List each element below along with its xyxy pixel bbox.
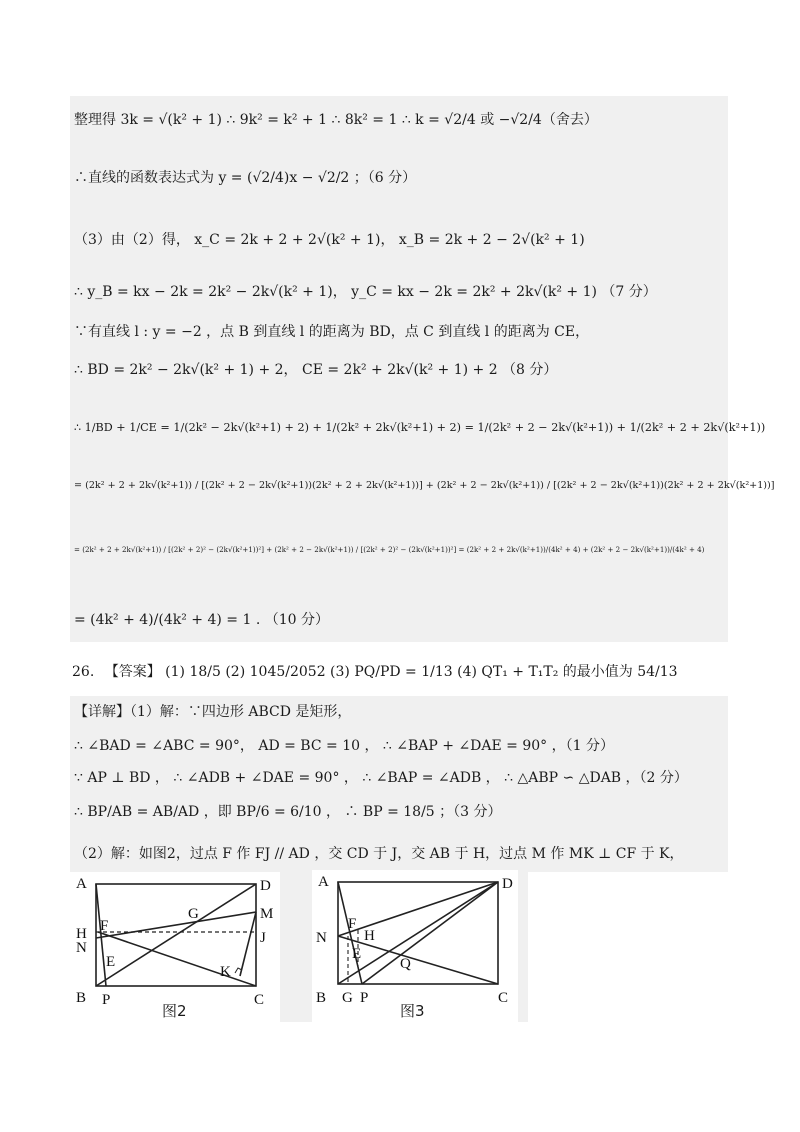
detail-line-1: 【详解】（1）解：∵四边形 ABCD 是矩形， [74,704,352,720]
fig2-label-n: N [76,940,87,956]
fig2-label-k: K [220,964,231,980]
fig2-label-h: H [76,926,87,942]
fig3-label-n: N [316,930,327,946]
fig3-label-d: D [502,876,513,892]
fig3-label-h: H [364,928,375,944]
fig2-label-e: E [106,954,116,970]
fig3-label-f: F [348,916,357,932]
fig2-label-b: B [76,990,87,1006]
solution-line-5: ∵有直线 l : y = −2 ，点 B 到直线 l 的距离为 BD，点 C 到直线 l 的距离为 CE， [74,324,590,340]
fig2-label-m: M [260,906,274,922]
solution-line-2: ∴直线的函数表达式为 y = (√2/4)x − √2/2 ；（6 分） [74,170,417,186]
fig3-label-q: Q [400,956,411,972]
fig3-label-g: G [342,990,353,1006]
fig3-label-e: E [352,946,362,962]
fig2-label-g: G [188,906,199,922]
fig2-label-d: D [260,878,271,894]
question-number: 26. [72,664,95,680]
fig2-label-a: A [76,876,87,892]
fig3-label-a: A [318,874,329,890]
fig3-label-b: B [316,990,327,1006]
fig2-label-f: F [100,918,109,934]
detail-line-4: ∴ BP/AB = AB/AD ，即 BP/6 = 6/10 ， ∴ BP = 18/5 ；（3 分） [74,804,502,820]
answer-line [72,662,678,682]
solution-line-6: ∴ BD = 2k² − 2k√(k² + 1) + 2， CE = 2k² + 2k√(k² + 1) + 2 （8 分） [74,362,558,378]
solution-line-8: = (2k² + 2 + 2k√(k²+1)) / [(2k² + 2 − 2k√(k²+1))(2k² + 2 + 2k√(k²+1))] + (2k² + 2 − 2k√(k²+1)) / [(2k² + 2 − 2k√(k²+1))(2k² + 2 + 2k√(k²+1))] [74,480,775,491]
fig2-label-c: C [254,992,265,1008]
solution-line-10: = (4k² + 4)/(4k² + 4) = 1 . （10 分） [74,612,329,628]
figure-2-caption: 图2 [162,1002,187,1020]
figure-3-caption: 图3 [400,1002,425,1020]
solution-line-7: ∴ 1/BD + 1/CE = 1/(2k² − 2k√(k²+1) + 2) + 1/(2k² + 2k√(k²+1) + 2) = 1/(2k² + 2 − 2k√(k²+1)) + 1/(2k² + 2 + 2k√(k²+1)) [74,421,766,434]
detail-line-5: （2）解：如图2，过点 F 作 FJ // AD ，交 CD 于 J，交 AB 于 H，过点 M 作 MK ⊥ CF 于 K， [74,846,684,862]
fig3-label-c: C [498,990,509,1006]
fig2-label-p: P [102,992,111,1008]
fig3-label-p: P [360,990,369,1006]
solution-line-3: （3）由（2）得， x_C = 2k + 2 + 2√(k² + 1)， x_B = 2k + 2 − 2√(k² + 1) [74,232,585,248]
answer-label: 【答案】 [104,664,161,680]
answer-text: (1) 18/5 (2) 1045/2052 (3) PQ/PD = 1/13 (4) QT₁ + T₁T₂ 的最小值为 54/13 [165,664,678,680]
solution-line-4: ∴ y_B = kx − 2k = 2k² − 2k√(k² + 1)， y_C = kx − 2k = 2k² + 2k√(k² + 1) （7 分） [74,284,657,300]
fig2-label-j: J [260,930,266,946]
solution-line-1: 整理得 3k = √(k² + 1) ∴ 9k² = k² + 1 ∴ 8k² = 1 ∴ k = √2/4 或 −√2/4（舍去） [74,112,598,128]
detail-line-3: ∵ AP ⊥ BD ， ∴ ∠ADB + ∠DAE = 90° ， ∴ ∠BAP = ∠ADB ， ∴ △ABP ∽ △DAB ，（2 分） [74,770,688,786]
detail-line-2: ∴ ∠BAD = ∠ABC = 90°， AD = BC = 10 ， ∴ ∠BAP + ∠DAE = 90° ，（1 分） [74,738,614,754]
solution-line-9: = (2k² + 2 + 2k√(k²+1)) / [(2k² + 2)² − (2k√(k²+1))²] + (2k² + 2 − 2k√(k²+1)) / [(2k² + 2)² − (2k√(k²+1))²] = (2k² + 2 + 2k√(k²+1))/(4k² + 4) + (2k² + 2 − 2k√(k²+1))/(4k² + 4) [74,545,705,554]
